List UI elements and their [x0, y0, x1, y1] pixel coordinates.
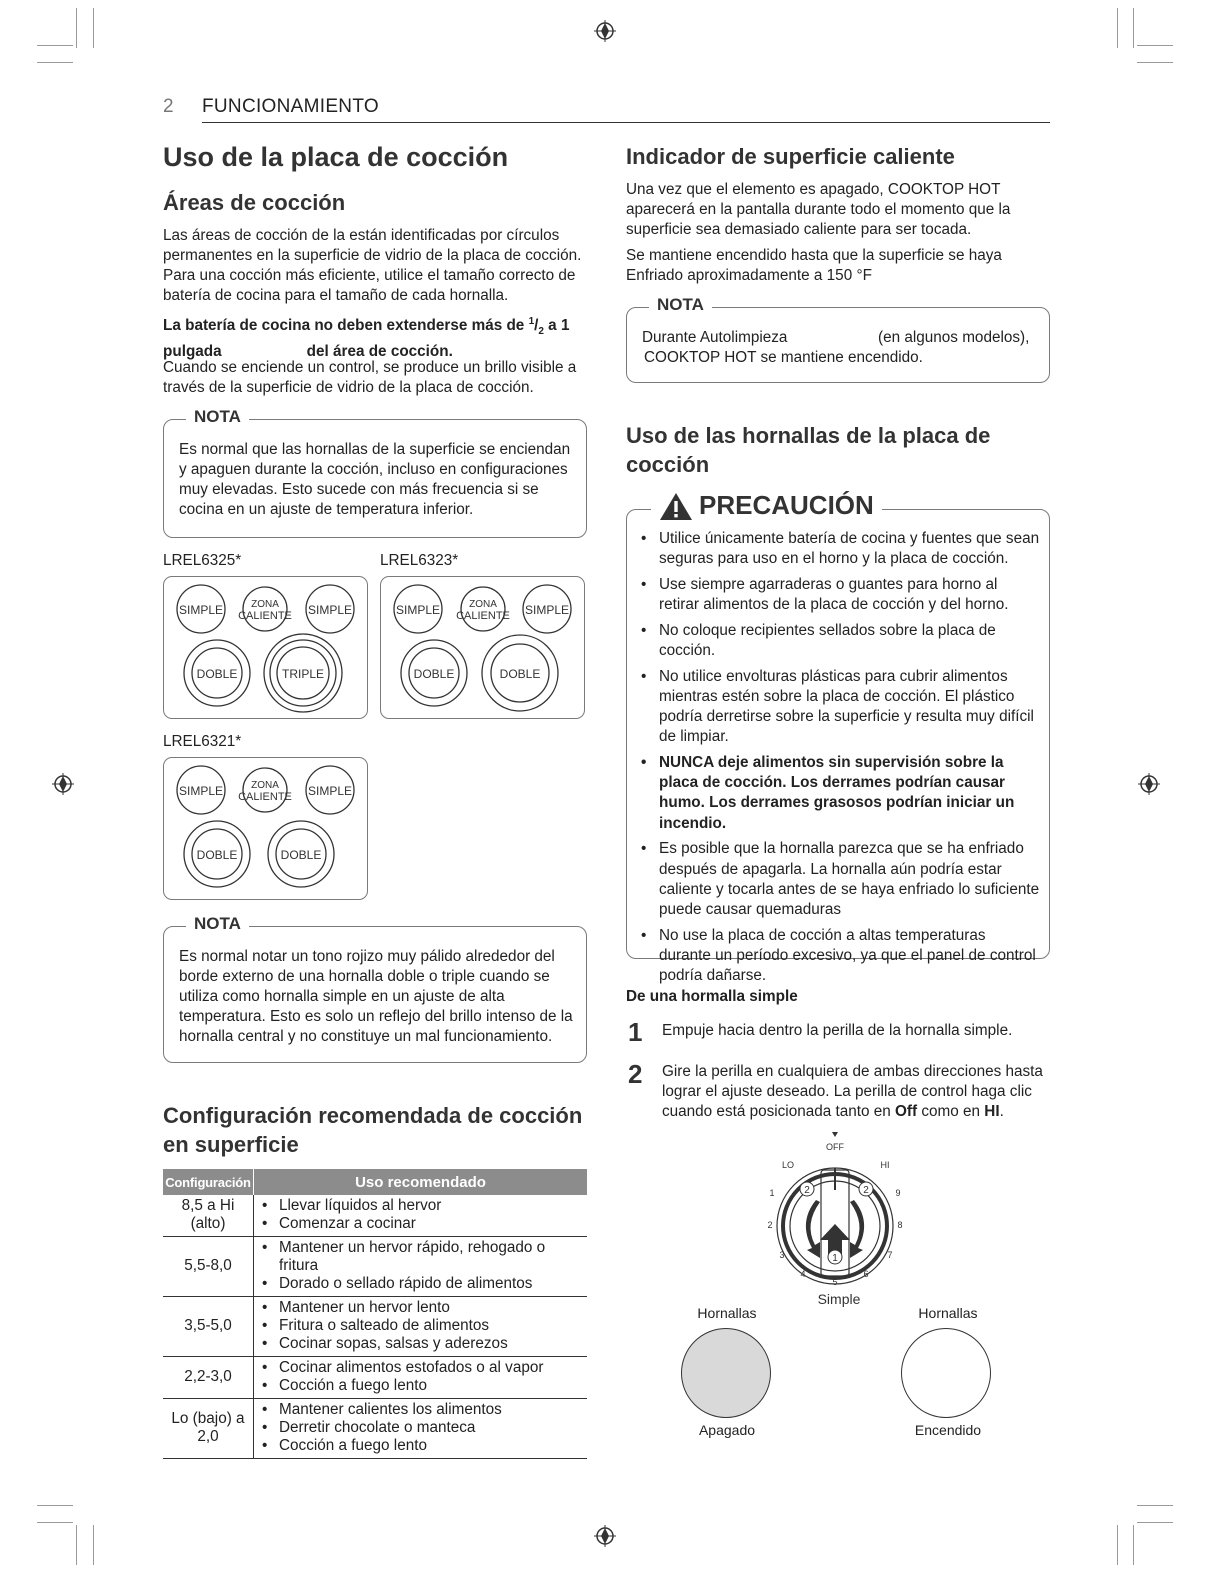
- page-title: Uso de la placa de cocción: [163, 142, 509, 172]
- registration-mark-icon: [593, 19, 617, 43]
- control-glow-paragraph: Cuando se enciende un control, se produce un brillo visible a través de la superficie de vidrio de la placa de cocción.: [163, 359, 577, 396]
- table-row: [163, 1399, 587, 1459]
- table-header-row: [163, 1169, 587, 1195]
- burner-label: DOBLE: [196, 667, 238, 681]
- burner-off-circle: [681, 1328, 771, 1418]
- crop-mark: [1137, 1505, 1173, 1506]
- step-text: Empuje hacia dentro la perilla de la hornalla simple.: [662, 1022, 1013, 1039]
- burner-label: ZONA: [469, 599, 497, 610]
- dial-hi-label: HI: [880, 1160, 890, 1170]
- burner-on-label-bottom: Encendido: [914, 1422, 982, 1438]
- note-text: Es normal notar un tono rojizo muy pálido alrededor del borde externo de una hornalla doble o triple cuando se utiliza como hornalla simple en un ajuste de alta temperatura. Esto es solo un reflejo del brillo intenso de la hornalla central y no constituye un mal funcionamiento.: [179, 948, 573, 1045]
- crop-mark: [1133, 1525, 1134, 1565]
- registration-mark-icon: [1137, 772, 1161, 796]
- warning-icon: [659, 491, 693, 521]
- hot-indicator-paragraph: Se mantiene encendido hasta que la superficie se haya Enfriado aproximadamente a 150 °F: [626, 247, 1002, 284]
- areas-heading: Áreas de cocción: [163, 190, 346, 215]
- burner-on-label-top: Hornallas: [918, 1305, 978, 1321]
- burner-label: DOBLE: [196, 848, 238, 862]
- crop-mark: [93, 1525, 94, 1565]
- step-number: 1: [628, 1017, 643, 1047]
- burner-label: SIMPLE: [395, 603, 441, 617]
- burner-on-circle: [901, 1328, 991, 1418]
- control-knob-diagram: [760, 1130, 910, 1310]
- setting-cell: 3,5-5,0: [163, 1297, 254, 1357]
- list-item: • Use siempre agarraderas o guantes para horno al retirar alimentos de la placa de cocción y del horno.: [641, 575, 1041, 615]
- burner-label: SIMPLE: [524, 603, 570, 617]
- crop-mark: [1117, 1525, 1118, 1565]
- note-label: NOTA: [649, 295, 712, 315]
- crop-mark: [1117, 8, 1118, 48]
- dial-off-label: OFF: [826, 1142, 844, 1152]
- dial-step-marker: 2: [804, 1185, 810, 1196]
- note-box: [626, 295, 1050, 383]
- hot-indicator-heading: Indicador de superficie caliente: [626, 144, 955, 169]
- crop-mark: [37, 1505, 73, 1506]
- crop-mark: [93, 8, 94, 48]
- rotate-left-arrow-icon: [806, 1200, 820, 1258]
- uses-cell: • Mantener calientes los alimentos • Derretir chocolate o manteca • Cocción a fuego lento: [254, 1399, 588, 1459]
- dial-caption: Simple: [817, 1291, 861, 1307]
- section-title: FUNCIONAMIENTO: [202, 96, 379, 117]
- dial-tick: 4: [800, 1269, 806, 1279]
- burner-label: ZONA: [251, 780, 279, 791]
- burner-label: SIMPLE: [307, 603, 353, 617]
- cooktop-diagram-lrel6325: [163, 576, 368, 719]
- burner-label: DOBLE: [499, 667, 541, 681]
- burner-label: CALIENTE: [456, 610, 510, 622]
- note-text: (en algunos modelos),: [878, 329, 1030, 346]
- config-table: [163, 1169, 587, 1459]
- setting-cell: 2,2-3,0: [163, 1357, 254, 1399]
- dial-tick: 9: [895, 1188, 901, 1198]
- dial-step-marker: 2: [863, 1185, 869, 1196]
- areas-paragraph: Las áreas de cocción de la están identificadas por círculos permanentes en la superficie de vidrio de la placa de cocción. Para una cocción más eficiente, utilice el tamaño correcto de batería de cocina para el tamaño de cada hornalla.: [163, 227, 582, 304]
- uses-cell: • Cocinar alimentos estofados o al vapor • Cocción a fuego lento: [254, 1357, 588, 1399]
- burner-label: DOBLE: [413, 667, 455, 681]
- crop-mark: [37, 62, 73, 63]
- model-label: LREL6323*: [380, 552, 459, 569]
- crop-mark: [76, 8, 77, 48]
- burner-off-label-bottom: Apagado: [698, 1422, 756, 1438]
- uses-cell: • Llevar líquidos al hervor • Comenzar a cocinar: [254, 1195, 588, 1237]
- dial-tick: 1: [769, 1188, 775, 1198]
- note-text: Durante Autolimpieza: [642, 329, 788, 346]
- burner-label: SIMPLE: [178, 603, 224, 617]
- dial-tick: 7: [887, 1250, 893, 1260]
- page-number: 2: [163, 96, 174, 117]
- crop-mark: [1137, 62, 1173, 63]
- registration-mark-icon: [51, 772, 75, 796]
- registration-mark-icon: [593, 1524, 617, 1548]
- burner-off-label-top: Hornallas: [697, 1305, 757, 1321]
- dial-tick: 6: [863, 1269, 869, 1279]
- table-row: [163, 1195, 587, 1237]
- rotate-right-arrow-icon: [850, 1200, 864, 1258]
- header-rule: [202, 122, 1050, 123]
- dial-tick: 8: [897, 1220, 903, 1230]
- single-burner-heading: De una hormalla simple: [626, 988, 798, 1005]
- crop-mark: [76, 1525, 77, 1565]
- burner-label: CALIENTE: [238, 791, 292, 803]
- step-text: Gire la perilla en cualquiera de ambas direcciones hasta lograr el ajuste deseado. La perilla de control haga clic cuando está posicionada tanto en Off como en HI.: [662, 1063, 1043, 1120]
- uses-cell: • Mantener un hervor rápido, rehogado o fritura • Dorado o sellado rápido de alimentos: [254, 1237, 588, 1297]
- caution-header: [651, 490, 882, 521]
- crop-mark: [1133, 8, 1134, 48]
- model-label: LREL6325*: [163, 552, 242, 569]
- note-label: NOTA: [186, 407, 249, 427]
- note-label: NOTA: [186, 914, 249, 934]
- crop-mark: [1137, 45, 1173, 46]
- burner-label: CALIENTE: [238, 610, 292, 622]
- table-row: [163, 1297, 587, 1357]
- list-item: • No use la placa de cocción a altas temperaturas durante un período excesivo, ya que el panel de control podría dañarse.: [641, 926, 1041, 987]
- dial-tick: 5: [832, 1277, 838, 1287]
- burner-label: SIMPLE: [307, 784, 353, 798]
- dial-lo-label: LO: [781, 1160, 795, 1170]
- list-item: • Utilice únicamente batería de cocina y fuentes que sean seguras para uso en el horno y la placa de cocción.: [641, 529, 1041, 569]
- burner-label: DOBLE: [280, 848, 322, 862]
- note-box: [163, 914, 587, 1063]
- burner-label: TRIPLE: [281, 667, 325, 681]
- setting-cell: Lo (bajo) a 2,0: [163, 1399, 254, 1459]
- step-number: 2: [628, 1059, 643, 1089]
- note-text: Es normal que las hornallas de la superficie se enciendan y apaguen durante la cocción, incluso en configuraciones muy elevadas. Esto sucede con más frecuencia si se cocina en un ajuste de temperatura inferior.: [179, 441, 571, 518]
- dial-step-marker: 1: [832, 1253, 838, 1264]
- hot-indicator-paragraph: Una vez que el elemento es apagado, COOKTOP HOT aparecerá en la pantalla durante todo el momento que la superficie sea demasiado caliente para ser tocada.: [626, 181, 1011, 238]
- crop-mark: [37, 1522, 73, 1523]
- crop-mark: [1137, 1522, 1173, 1523]
- caution-label: PRECAUCIÓN: [699, 490, 874, 520]
- model-label: LREL6321*: [163, 733, 242, 750]
- column-header: Configuración: [163, 1169, 254, 1195]
- column-header: Uso recomendado: [254, 1169, 588, 1195]
- list-item: • NUNCA deje alimentos sin supervisión sobre la placa de cocción. Los derrames podrían causar humo. Los derrames grasosos podrían iniciar un incendio.: [641, 753, 1041, 834]
- caution-list: [641, 529, 1041, 992]
- note-box: [163, 407, 587, 538]
- burner-label: ZONA: [251, 599, 279, 610]
- cooktop-diagram-lrel6321: [163, 757, 368, 900]
- uses-cell: • Mantener un hervor lento • Fritura o salteado de alimentos • Cocinar sopas, salsas y aderezos: [254, 1297, 588, 1357]
- crop-mark: [37, 45, 73, 46]
- setting-cell: 8,5 a Hi (alto): [163, 1195, 254, 1237]
- dial-tick: 2: [767, 1220, 773, 1230]
- caution-box: [626, 490, 1050, 985]
- config-heading: Configuración recomendada de cocción en superficie: [163, 1103, 583, 1157]
- list-item: • No coloque recipientes sellados sobre la placa de cocción.: [641, 621, 1041, 661]
- cookware-warning: La batería de cocina no deben extenderse más de $^1/_2$ a 1 pulgada del área de cocción.: [163, 316, 570, 361]
- list-item: • No utilice envolturas plásticas para cubrir alimentos mientras estén sobre la placa de cocción. El plástico podría derretirse sobre la superficie y resulta muy difícil de limpiar.: [641, 667, 1041, 748]
- list-item: • Es posible que la hornalla parezca que se ha enfriado después de apagarla. La hornalla aún podría estar caliente y tocarla antes de se haya enfriado lo suficiente puede causar quemaduras: [641, 839, 1041, 920]
- dial-tick: 3: [779, 1250, 785, 1260]
- setting-cell: 5,5-8,0: [163, 1237, 254, 1297]
- table-row: [163, 1237, 587, 1297]
- table-row: [163, 1357, 587, 1399]
- cooktop-diagram-lrel6323: [380, 576, 585, 719]
- burners-heading: Uso de las hornallas de la placa de cocción: [626, 423, 991, 477]
- note-text: COOKTOP HOT se mantiene encendido.: [644, 349, 923, 366]
- burner-label: SIMPLE: [178, 784, 224, 798]
